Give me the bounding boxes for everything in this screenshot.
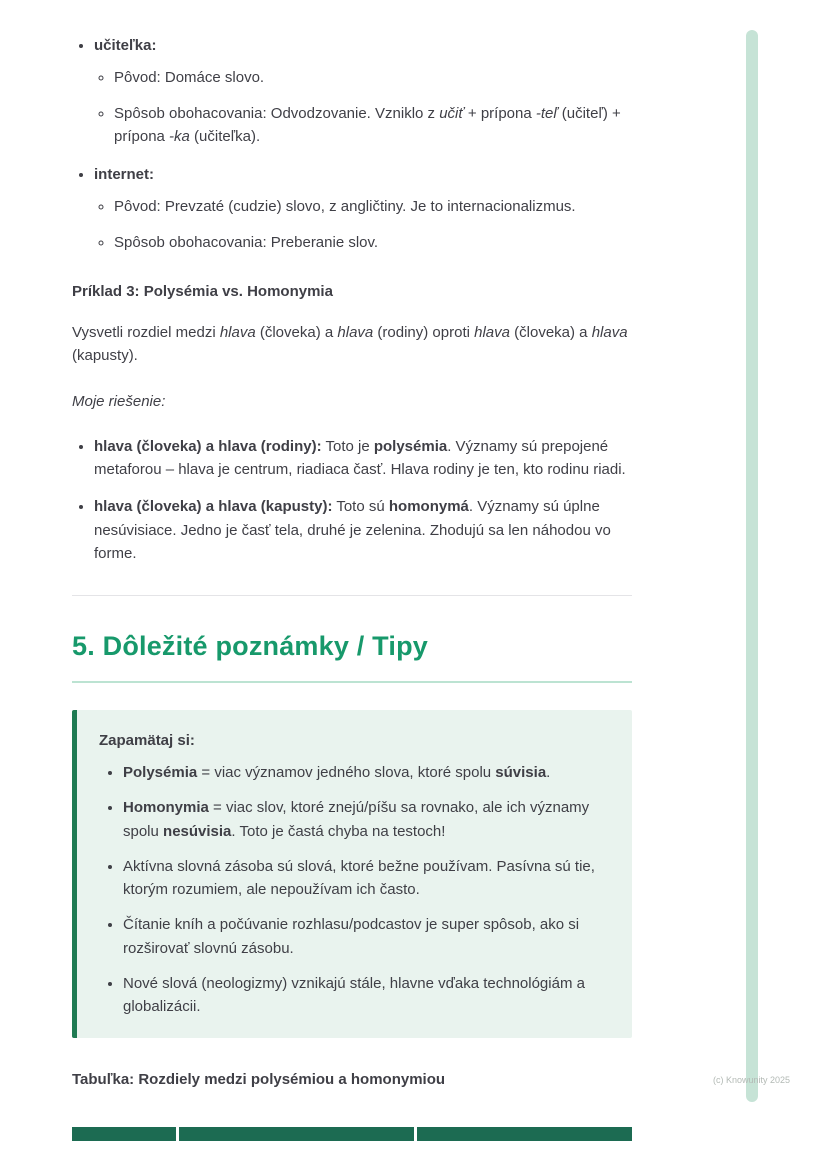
example-heading: Príklad 3: Polysémia vs. Homonymia (72, 282, 333, 300)
sub-list-text: Pôvod: Domáce slovo. (114, 69, 265, 87)
sub-list (94, 66, 632, 148)
section-divider (72, 595, 632, 596)
scrollbar[interactable] (746, 30, 758, 1102)
list-text: Nové slová (neologizmy) vznikajú stále, hlavne vďaka technológiám a globalizácii. (123, 974, 585, 1016)
list-text: Aktívna slovná zásoba sú slová, ktoré bežne používam. Pasívna sú tie, ktorým rozumiem, ale nepoužívam ich často. (123, 857, 595, 899)
term-label: internet: (94, 166, 154, 183)
list-item (123, 855, 606, 902)
table-header-cell (417, 1127, 632, 1141)
list-text: Čítanie kníh a počúvanie rozhlasu/podcastov je super spôsob, ako si rozširovať slovnú zásobu. (123, 916, 580, 957)
sub-list-item (114, 231, 632, 254)
sub-list-item (114, 102, 632, 149)
list-item (94, 163, 632, 254)
list-text: Polysémia = viac významov jedného slova, ktoré spolu súvisia. (123, 764, 551, 782)
list-item (94, 495, 632, 565)
document-content (72, 34, 632, 1141)
callout-list (99, 761, 606, 1018)
list-item (123, 913, 606, 960)
list-item (94, 435, 632, 482)
callout-title: Zapamätaj si: (99, 731, 195, 749)
solution-label: Moje riešenie: (72, 392, 166, 410)
page-footer: (c) Knowunity 2025 (712, 1075, 790, 1085)
table-header-row (72, 1127, 632, 1141)
section-heading: 5. Dôležité poznámky / Tipy (72, 626, 632, 683)
tip-callout (72, 710, 632, 1039)
term-label: učiteľka: (94, 37, 157, 54)
list-text: hlava (človeka) a hlava (kapusty): Toto sú homonymá. Významy sú úplne nesúvisiace. Jedno je časť tela, druhé je zelenina. Zhodujú sa len náhodou vo forme. (94, 498, 611, 562)
list-text: hlava (človeka) a hlava (rodiny): Toto je polysémia. Významy sú prepojené metaforou – hlava je centrum, riadiaca časť. Hlava rodiny je ten, kto rodinu riadi. (94, 437, 626, 478)
vocabulary-list (72, 34, 632, 254)
solution-list (72, 435, 632, 565)
sub-list (94, 195, 632, 254)
sub-list-text: Spôsob obohacovania: Odvodzovanie. Vzniklo z učiť + prípona -teľ (učiteľ) + prípona -ka (učiteľka). (114, 104, 621, 145)
list-item (123, 796, 606, 843)
list-item (123, 761, 606, 784)
table-heading: Tabuľka: Rozdiely medzi polysémiou a homonymiou (72, 1071, 446, 1089)
sub-list-item (114, 195, 632, 218)
list-item (123, 972, 606, 1019)
table-header-cell (179, 1127, 414, 1141)
table-header-cell (72, 1127, 176, 1141)
sub-list-item (114, 66, 632, 89)
list-item (94, 34, 632, 148)
list-text: Homonymia = viac slov, ktoré znejú/píšu sa rovnako, ale ich významy spolu nesúvisia. Toto je častá chyba na testoch! (123, 799, 590, 840)
sub-list-text: Spôsob obohacovania: Preberanie slov. (114, 233, 379, 251)
example-paragraph: Vysvetli rozdiel medzi hlava (človeka) a hlava (rodiny) oproti hlava (človeka) a hlava (kapusty). (72, 324, 628, 365)
sub-list-text: Pôvod: Prevzaté (cudzie) slovo, z angličtiny. Je to internacionalizmus. (114, 198, 576, 216)
